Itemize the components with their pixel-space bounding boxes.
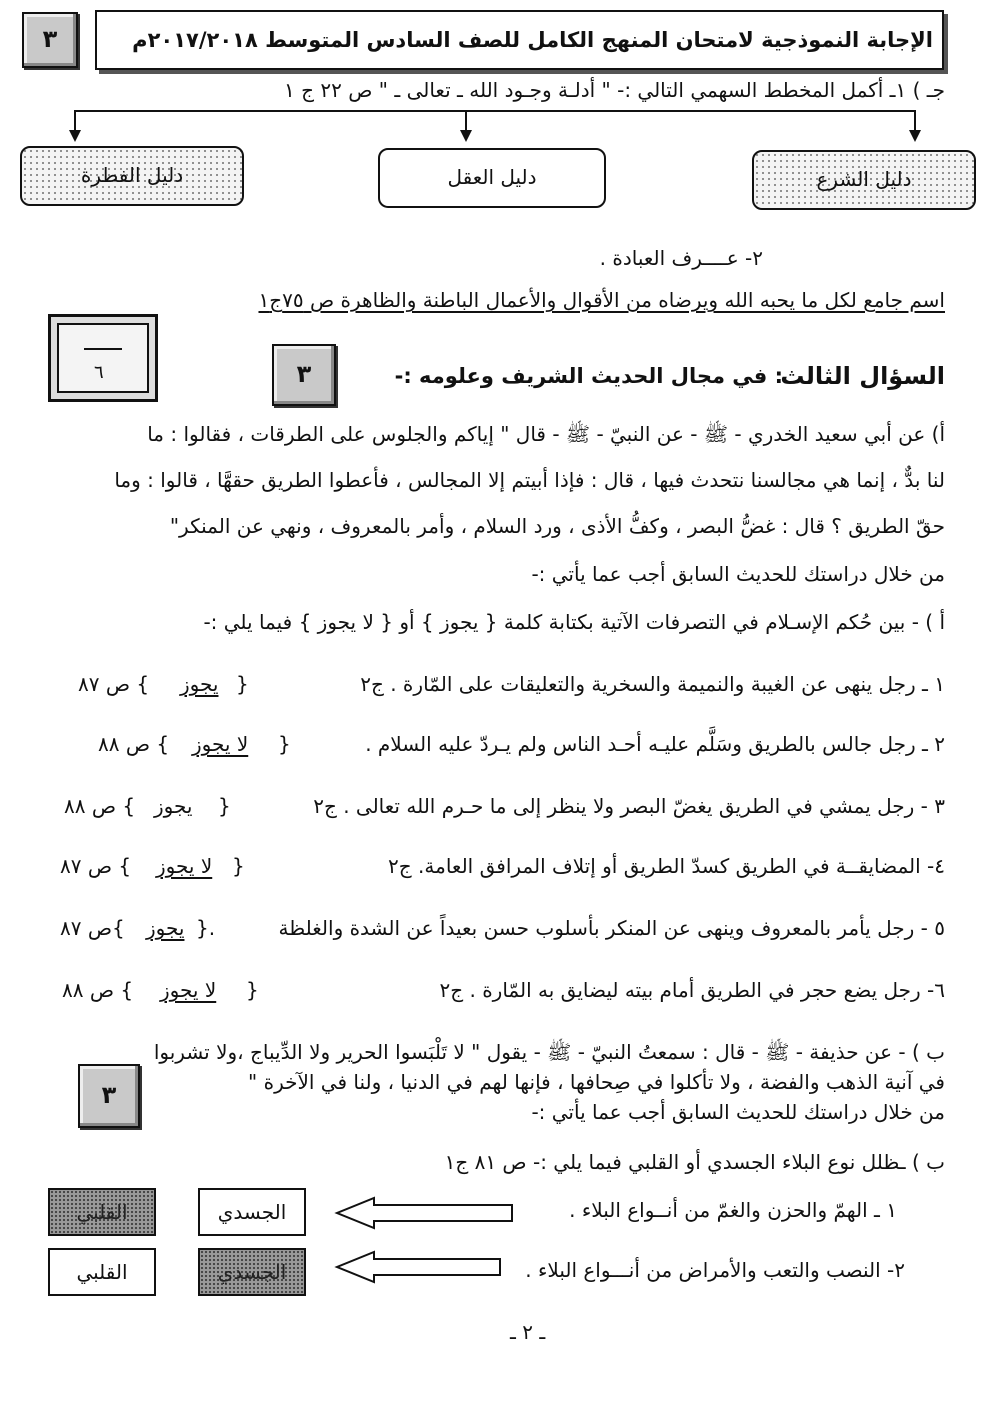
arrow-head-left bbox=[69, 130, 81, 142]
page-title: الإجابة النموذجية لامتحان المنهج الكامل للصف السادس المتوسط ٢٠١٧/٢٠١٨م bbox=[132, 28, 933, 52]
ruling-ref: } ص ٨٧ bbox=[78, 672, 150, 696]
diagram-connector bbox=[74, 110, 916, 112]
part-b-badge: ٣ bbox=[78, 1064, 140, 1128]
hadith-b-prompt: من خلال دراستك للحديث السابق أجب عما يأتي :- bbox=[531, 1100, 945, 1124]
arrow-stem-center bbox=[465, 110, 467, 132]
grade-frame bbox=[48, 314, 158, 402]
diagram-box-fitra: دليل الفطرة bbox=[20, 146, 244, 206]
ruling-ref: } ص ٨٧ bbox=[60, 854, 132, 878]
hadith-a-line-1: أ) عن أبي سعيد الخدري - ﷺ - عن النبيّ - ﷺ - قال " إياكم والجلوس على الطرقات ، فقالوا : ما bbox=[147, 422, 945, 446]
option-heart-shaded[interactable]: القلبي bbox=[48, 1188, 156, 1236]
option-physical[interactable]: الجسدي bbox=[198, 1188, 306, 1236]
section3-subtitle: : في مجال الحديث الشريف وعلومه :- bbox=[394, 364, 783, 388]
ruling-answer: يجوز bbox=[180, 672, 219, 696]
arrow-head-right bbox=[909, 130, 921, 142]
affliction-item-text: ١ ـ الهمّ والحزن والغمّ من أنــواع البلاء . bbox=[569, 1198, 897, 1222]
ruling-item-text: ٦- رجل يضع حجر في الطريق أمام بيته ليضايق به المّارة . ج٢ bbox=[439, 978, 945, 1002]
ruling-ref: } ص ٨٨ bbox=[62, 978, 134, 1002]
hadith-b-line-1: ب ) - عن حذيفة - ﷺ - قال : سمعتُ النبيّ - ﷺ - يقول " لا تَلْبَسوا الحرير ولا الدِّيباج ،ولا تشربوا bbox=[153, 1040, 945, 1064]
ruling-open-brace: .{ bbox=[196, 916, 216, 940]
ruling-open-brace: { bbox=[236, 672, 249, 696]
ruling-answer: لا يجوز bbox=[160, 978, 217, 1002]
option-physical-shaded[interactable]: الجسدي bbox=[198, 1248, 306, 1296]
hadith-b-line-2: في آنية الذهب والفضة ، ولا تأكلوا في صِحافها ، فإنها لهم في الدنيا ، ولنا في الآخرة " bbox=[248, 1070, 945, 1094]
ruling-item-text: ٤- المضايقــة في الطريق كسدّ الطريق أو إتلاف المرافق العامة. ج٢ bbox=[388, 854, 945, 878]
diagram-box-shari: دليل الشرع bbox=[752, 150, 976, 210]
ruling-ref: }ص ٨٧ bbox=[60, 916, 125, 940]
hadith-a-line-2: لنا بدٌّ ، إنما هي مجالسنا نتحدث فيها ، قال : فإذا أبيتم إلا المجالس ، فأعطوا الطريق حقهَّا ، قالوا : وما bbox=[114, 468, 945, 492]
section3-badge: ٣ bbox=[272, 344, 336, 406]
page-number: ـ ٢ ـ bbox=[510, 1320, 546, 1344]
grade-denominator: ٦ bbox=[94, 362, 104, 383]
ruling-item-text: ٢ ـ رجل جالس بالطريق وسَلَّم عليـه أحـد الناس ولم يـردّ عليه السلام . bbox=[365, 732, 945, 756]
ruling-ref: } ص ٨٨ bbox=[98, 732, 170, 756]
ruling-ref: } ص ٨٨ bbox=[64, 794, 136, 818]
ruling-answer: يجوز bbox=[154, 794, 193, 818]
hadith-a-prompt: من خلال دراستك للحديث السابق أجب عما يأتي :- bbox=[531, 562, 945, 586]
ruling-item-text: ٥ - رجل يأمر بالمعروف وينهى عن المنكر بأسلوب حسن بعيداً عن الشدة والغلظة bbox=[278, 916, 945, 940]
part-c-question: جـ ) ١ـ أكمل المخطط السهمي التالي :- " أدلـة وجـود الله ـ تعالى ـ " ص ٢٢ ج ١ bbox=[284, 78, 945, 102]
q2-text: ٢- عــــرف العبادة . bbox=[599, 246, 763, 270]
affliction-item-text: ٢- النصب والتعب والأمراض من أنـــواع البلاء . bbox=[525, 1258, 905, 1282]
arrow-stem-left bbox=[74, 110, 76, 132]
ruling-open-brace: { bbox=[218, 794, 231, 818]
ruling-open-brace: { bbox=[232, 854, 245, 878]
ruling-item-text: ٣ - رجل يمشي في الطريق يغضّ البصر ولا ينظر إلى ما حـرم الله تعالى . ج٢ bbox=[313, 794, 945, 818]
page-badge: ٣ bbox=[22, 12, 78, 68]
arrow-stem-right bbox=[914, 110, 916, 132]
ruling-open-brace: { bbox=[278, 732, 291, 756]
hadith-a-line-3: حقّ الطريق ؟ قال : غضُّ البصر ، وكفُّ الأذى ، ورد السلام ، وأمر بالمعروف ، ونهي عن المنكر" bbox=[169, 514, 945, 538]
ruling-answer: يجوز bbox=[146, 916, 185, 940]
ruling-answer: لا يجوز bbox=[156, 854, 213, 878]
ruling-instruction: أ ) - بين حُكم الإسـلام في التصرفات الآتية بكتابة كلمة { يجوز } أو { لا يجوز } فيما يلي :- bbox=[203, 610, 945, 634]
arrow-head-center bbox=[460, 130, 472, 142]
option-heart[interactable]: القلبي bbox=[48, 1248, 156, 1296]
section3-title: السؤال الثالث bbox=[780, 362, 945, 390]
affliction-instruction: ب ) ـظلل نوع البلاء الجسدي أو القلبي فيما يلي :- ص ٨١ ج١ bbox=[444, 1150, 945, 1174]
diagram-box-aql: دليل العقل bbox=[378, 148, 606, 208]
grade-line bbox=[84, 348, 122, 350]
arrow-left-icon bbox=[334, 1196, 516, 1230]
ruling-answer: لا يجوز bbox=[192, 732, 249, 756]
arrow-left-icon bbox=[334, 1250, 504, 1284]
ruling-open-brace: { bbox=[246, 978, 259, 1002]
ruling-item-text: ١ ـ رجل ينهى عن الغيبة والنميمة والسخرية والتعليقات على المّارة . ج٢ bbox=[360, 672, 945, 696]
q2-answer: اسم جامع لكل ما يحبه الله ويرضاه من الأقوال والأعمال الباطنة والظاهرة ص ٧٥ج١ bbox=[258, 288, 945, 312]
